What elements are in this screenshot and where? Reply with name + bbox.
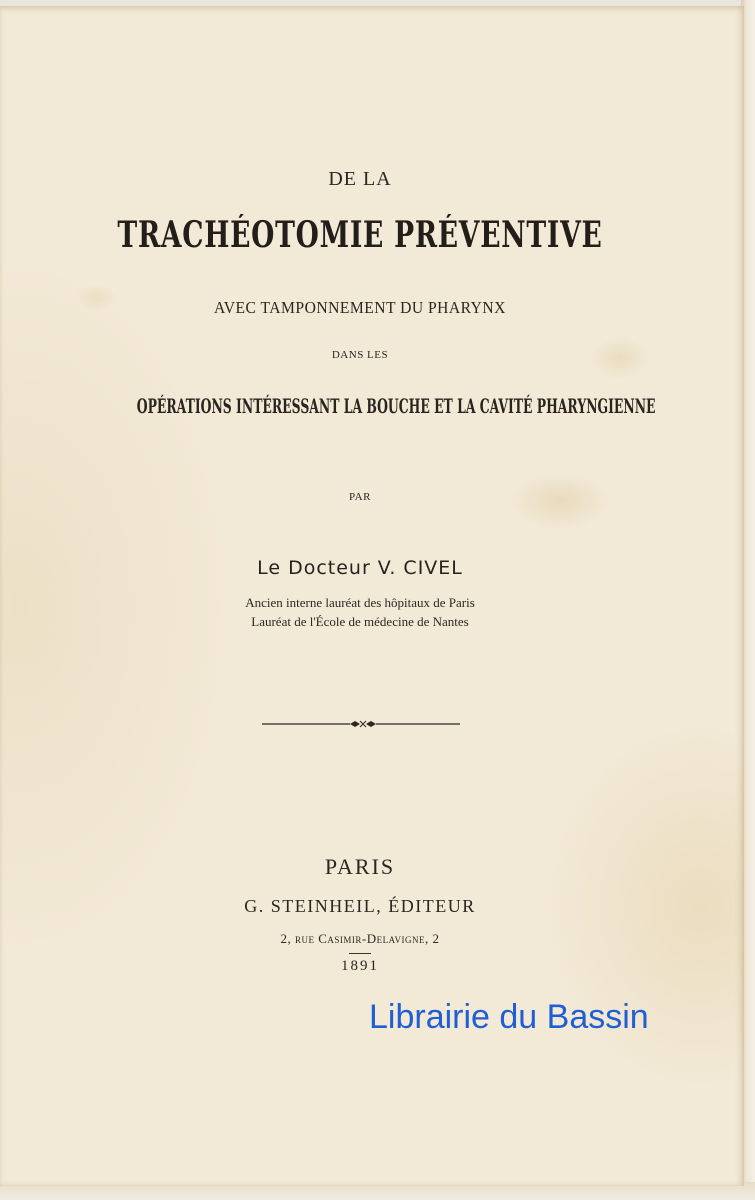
subject-line: OPÉRATIONS INTÉRESSANT LA BOUCHE ET LA CAVITÉ PHARYNGIENNE [136,394,656,418]
imprint-city: PARIS [324,854,396,879]
title-prefix: DE LA [328,168,392,190]
author-credential: Ancien interne lauréat des hôpitaux de Paris [245,595,475,610]
year-rule [349,953,371,954]
imprint-year: 1891 [341,958,379,974]
imprint-publisher: G. STEINHEIL, ÉDITEUR [244,896,476,916]
main-title: TRACHÉOTOMIE PRÉVENTIVE [117,214,603,256]
connector-text: DANS LES [331,349,389,361]
author-name: Le Docteur V. CIVEL [257,557,463,579]
ornament-divider [262,715,460,733]
subtitle: AVEC TAMPONNEMENT DU PHARYNX [214,298,506,317]
bookseller-watermark: Librairie du Bassin [369,998,649,1036]
by-line: PAR [349,491,371,503]
imprint-address: 2, rue Casimir-Delavigne, 2 [280,931,440,946]
author-credential: Lauréat de l'École de médecine de Nantes [251,614,469,629]
